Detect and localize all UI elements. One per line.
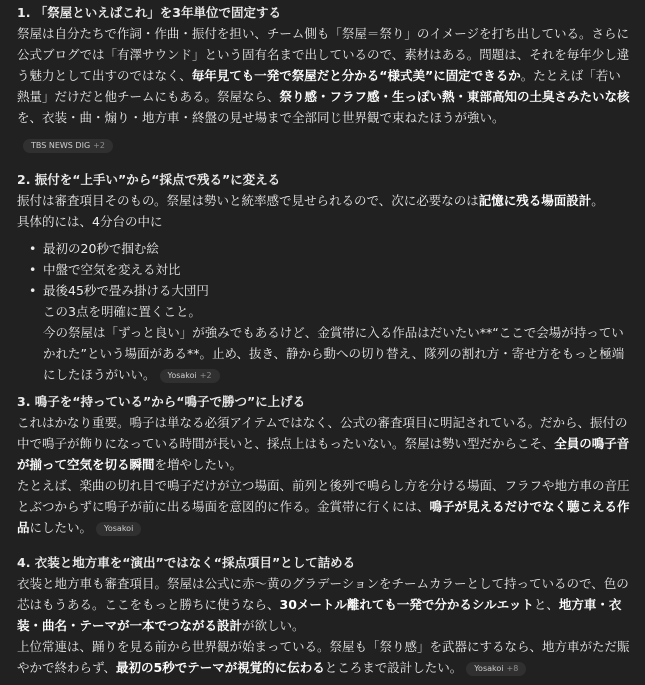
source-citation-chip[interactable] <box>466 662 526 676</box>
section-heading: 2. 振付を“上手い”から“採点で残る”に変える <box>17 172 281 187</box>
section-heading: 1. 「祭屋といえばこれ」を3年単位で固定する <box>17 5 281 20</box>
list-continuation <box>17 322 631 385</box>
bold-text: 記憶に残る場面設計 <box>478 193 592 208</box>
source-chip-row <box>23 134 631 155</box>
source-chip-label: Yosakoi <box>167 370 197 380</box>
source-chip-count: +2 <box>199 370 212 380</box>
source-chip-label: Yosakoi <box>474 663 504 673</box>
text: これはかなり重要。鳴子は単なる必須アイテムではなく、公式の審査項目に明記されている。だから、振付の中で鳴子が飾りになっている時間が長いと、採点上はもったいない。祭屋は勢い型だからこそ、 <box>17 415 628 451</box>
text: と、 <box>533 597 559 612</box>
source-citation-chip[interactable] <box>23 139 113 153</box>
source-citation-chip[interactable] <box>96 522 141 536</box>
list-item: • 最後45秒で畳み掛ける大団円 <box>43 280 631 301</box>
section-heading: 4. 衣装と地方車を“演出”ではなく“採点項目”として詰める <box>17 555 356 570</box>
list-continuation: この3点を明確に置くこと。 <box>43 304 201 319</box>
source-chip-label: TBS NEWS DIG <box>31 140 91 150</box>
text: ところまで設計したい。 <box>324 660 463 675</box>
text: を増やしたい。 <box>154 457 243 472</box>
bold-text: 最初の5秒でテーマが視覚的に伝わる <box>116 660 325 675</box>
bold-text: 毎年見ても一発で祭屋だと分かる“様式美”に固定できるか <box>191 68 521 83</box>
source-citation-chip[interactable] <box>160 369 220 383</box>
source-chip-count: +2 <box>93 140 105 150</box>
list-item: • 中盤で空気を変える対比 <box>43 259 631 280</box>
text: を、衣装・曲・煽り・地方車・終盤の見せ場まで全部同じ世界観で束ねたほうが強い。 <box>17 110 505 125</box>
source-chip-label: Yosakoi <box>104 523 134 533</box>
section-paragraph <box>17 23 631 128</box>
section-paragraph <box>17 190 631 211</box>
section-paragraph: 具体的には、4分台の中に <box>17 214 163 229</box>
list-item: • 最初の20秒で掴む絵 <box>43 238 631 259</box>
section-paragraph <box>17 573 631 636</box>
bold-text: 鳴子が見えるだけでなく聴こえる作品 <box>17 499 630 535</box>
bullet-list <box>17 238 631 301</box>
bold-text: 30メートル離れても一発で分かるシルエット <box>279 597 534 612</box>
text: 祭屋は自分たちで作詞・作曲・振付を担い、チーム側も「祭屋＝祭り」のイメージを打ち出している。さらに公式ブログでは「有澤サウンド」という固有名まで出しているので、素材はある。問題は、それを毎年少し違う魅力として出すのではなく、 <box>17 26 630 83</box>
section-3 <box>17 391 631 538</box>
text: 今の祭屋は「ずっと良い」が強みでもあるけど、金賞帯に入る作品はだいたい**“ここで会場が持っていかれた”という場面がある**。止め、抜き、静から動への切り替え、隊列の割れ方・寄せ方をもっと極端にしたほうがいい。 <box>43 325 625 382</box>
text: にしたい。 <box>29 520 93 535</box>
section-paragraph <box>17 636 631 678</box>
bold-text: 地方車・衣装・曲名・テーマが一本でつながる設計 <box>17 597 622 633</box>
text: たとえば、楽曲の切れ目で鳴子だけが立つ場面、前列と後列で鳴らし方を分ける場面、フラフや地方車の音圧とぶつからずに鳴子が前に出る場面を意図的に作る。金賞帯に行くには、 <box>17 478 630 514</box>
section-paragraph <box>17 475 631 538</box>
bold-text: 祭り感・フラフ感・生っぽい熱・東部高知の土臭さみたいな核 <box>279 89 630 104</box>
bold-text: 全員の鳴子音が揃って空気を切る瞬間 <box>17 436 630 472</box>
source-chip-count: +8 <box>506 663 519 673</box>
text: 。たとえば「若い熱量」だけだと他チームにもある。祭屋なら、 <box>17 68 621 104</box>
section-1 <box>17 2 631 155</box>
text: 。 <box>591 193 604 208</box>
section-2 <box>17 169 631 385</box>
section-heading: 3. 鳴子を“持っている”から“鳴子で勝つ”に上げる <box>17 394 306 409</box>
text: 振付は審査項目そのもの。祭屋は勢いと統率感で見せられるので、次に必要なのは <box>17 193 479 208</box>
text: 上位常連は、踊りを見る前から世界観が始まっている。祭屋も「祭り感」を武器にするなら、地方車がただ賑やかで終わらず、 <box>17 639 630 675</box>
text: 衣装と地方車も審査項目。祭屋は公式に赤〜黄のグラデーションをチームカラーとして持っているので、色の芯はもうある。ここをもっと勝ちに使うなら、 <box>17 576 629 612</box>
text: が欲しい。 <box>242 618 305 633</box>
section-paragraph <box>17 412 631 475</box>
section-4 <box>17 552 631 678</box>
